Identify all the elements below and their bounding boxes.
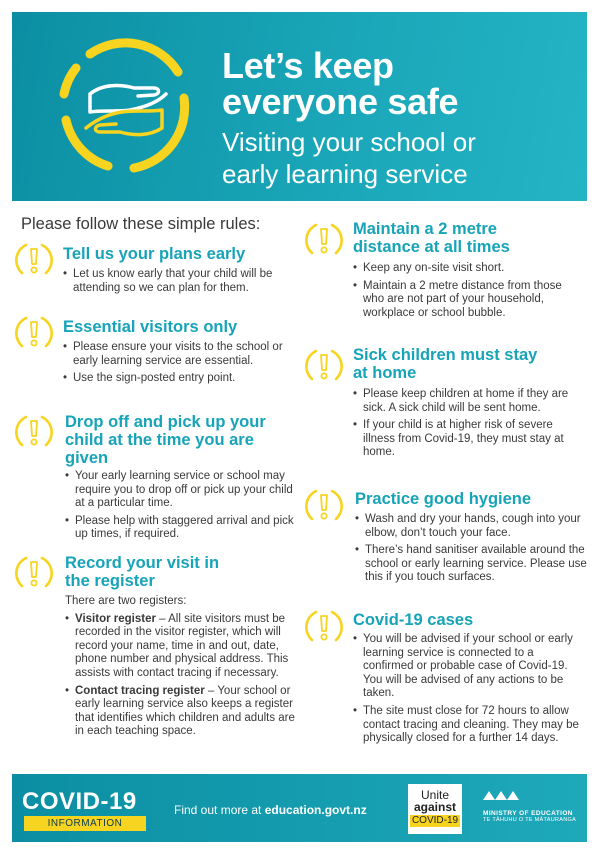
list-item: • There’s hand sanitiser available around the school or early learning service. Please use this if you touch surfaces. xyxy=(355,544,587,585)
list-item: • Your early learning service or school may require you to drop off or pick up your child at a particular time. xyxy=(65,470,295,511)
info-circle-icon xyxy=(304,220,344,260)
section-body xyxy=(353,388,585,464)
registers-lead: There are two registers: xyxy=(65,595,187,607)
find-out-more-text: Find out more at education.govt.nz xyxy=(174,803,367,817)
section-body xyxy=(353,633,585,750)
info-circle-icon xyxy=(14,240,54,280)
list-item: • Keep any on-site visit short. xyxy=(353,262,585,276)
info-circle-icon xyxy=(14,313,54,353)
section-body xyxy=(353,262,585,324)
section-title: Record your visit in the register xyxy=(65,554,220,590)
section-body xyxy=(355,513,587,589)
section-title: Covid-19 cases xyxy=(353,611,474,629)
list-item: • The site must close for 72 hours to allow contact tracing and cleaning. They may be physically closed for a further 14 days. xyxy=(353,705,585,746)
list-item: • Please ensure your visits to the school or early learning service are essential. xyxy=(63,341,288,368)
list-item: • Maintain a 2 metre distance from those who are not part of your household, workplace or school bubble. xyxy=(353,280,585,321)
list-item: • Please keep children at home if they are sick. A sick child will be sent home. xyxy=(353,388,585,415)
info-circle-icon xyxy=(304,346,344,386)
safe-hands-icon xyxy=(50,32,202,184)
info-circle-icon xyxy=(304,607,344,647)
mountains-icon xyxy=(483,789,523,801)
intro-text: Please follow these simple rules: xyxy=(21,215,261,233)
section-body xyxy=(65,470,295,546)
section-title: Drop off and pick up your child at the time you are given xyxy=(65,413,266,467)
list-item: • Use the sign-posted entry point. xyxy=(63,372,288,386)
info-circle-icon xyxy=(14,412,54,452)
list-item: • Wash and dry your hands, cough into your elbow, don’t touch your face. xyxy=(355,513,587,540)
info-circle-icon xyxy=(14,553,54,593)
section-title: Maintain a 2 metre distance at all times xyxy=(353,220,510,256)
list-item: • If your child is at higher risk of severe illness from Covid-19, they must stay at home. xyxy=(353,419,585,460)
section-body xyxy=(63,268,288,299)
section-body xyxy=(63,341,288,390)
list-item: • Visitor register – All site visitors must be recorded in the visitor register, which will record your name, time in and out, date, phone number and physical address. This assists with contact tracing if necessary. xyxy=(65,613,297,681)
covid-info-label: INFORMATION xyxy=(24,816,146,831)
section-title: Practice good hygiene xyxy=(355,490,532,508)
page-subtitle: Visiting your school or early learning service xyxy=(222,127,476,189)
page-title: Let’s keep everyone safe xyxy=(222,45,459,122)
education-link[interactable]: education.govt.nz xyxy=(264,803,367,817)
section-body xyxy=(65,595,297,743)
list-item: • Let us know early that your child will be attending so we can plan for them. xyxy=(63,268,288,295)
footer-banner xyxy=(12,774,587,842)
section-title: Sick children must stay at home xyxy=(353,346,538,382)
covid-info-title: COVID-19 xyxy=(22,788,137,815)
list-item: • You will be advised if your school or early learning service is connected to a confirmed or probable case of Covid-19. You will be advised of any actions to be taken. xyxy=(353,633,585,701)
list-item: • Please help with staggered arrival and pick up times, if required. xyxy=(65,515,295,542)
list-item: • Contact tracing register – Your school or early learning service also keeps a register that identifies which children and adults are in each teaching space. xyxy=(65,685,297,739)
info-circle-icon xyxy=(304,486,344,526)
header-banner xyxy=(12,12,587,201)
ministry-of-education-logo: MINISTRY OF EDUCATION TE TĀHUHU O TE MĀTAURANGA xyxy=(483,788,579,823)
section-title: Tell us your plans early xyxy=(63,245,246,263)
unite-against-covid-logo: Unite against COVID-19 xyxy=(408,784,462,834)
section-title: Essential visitors only xyxy=(63,318,238,336)
